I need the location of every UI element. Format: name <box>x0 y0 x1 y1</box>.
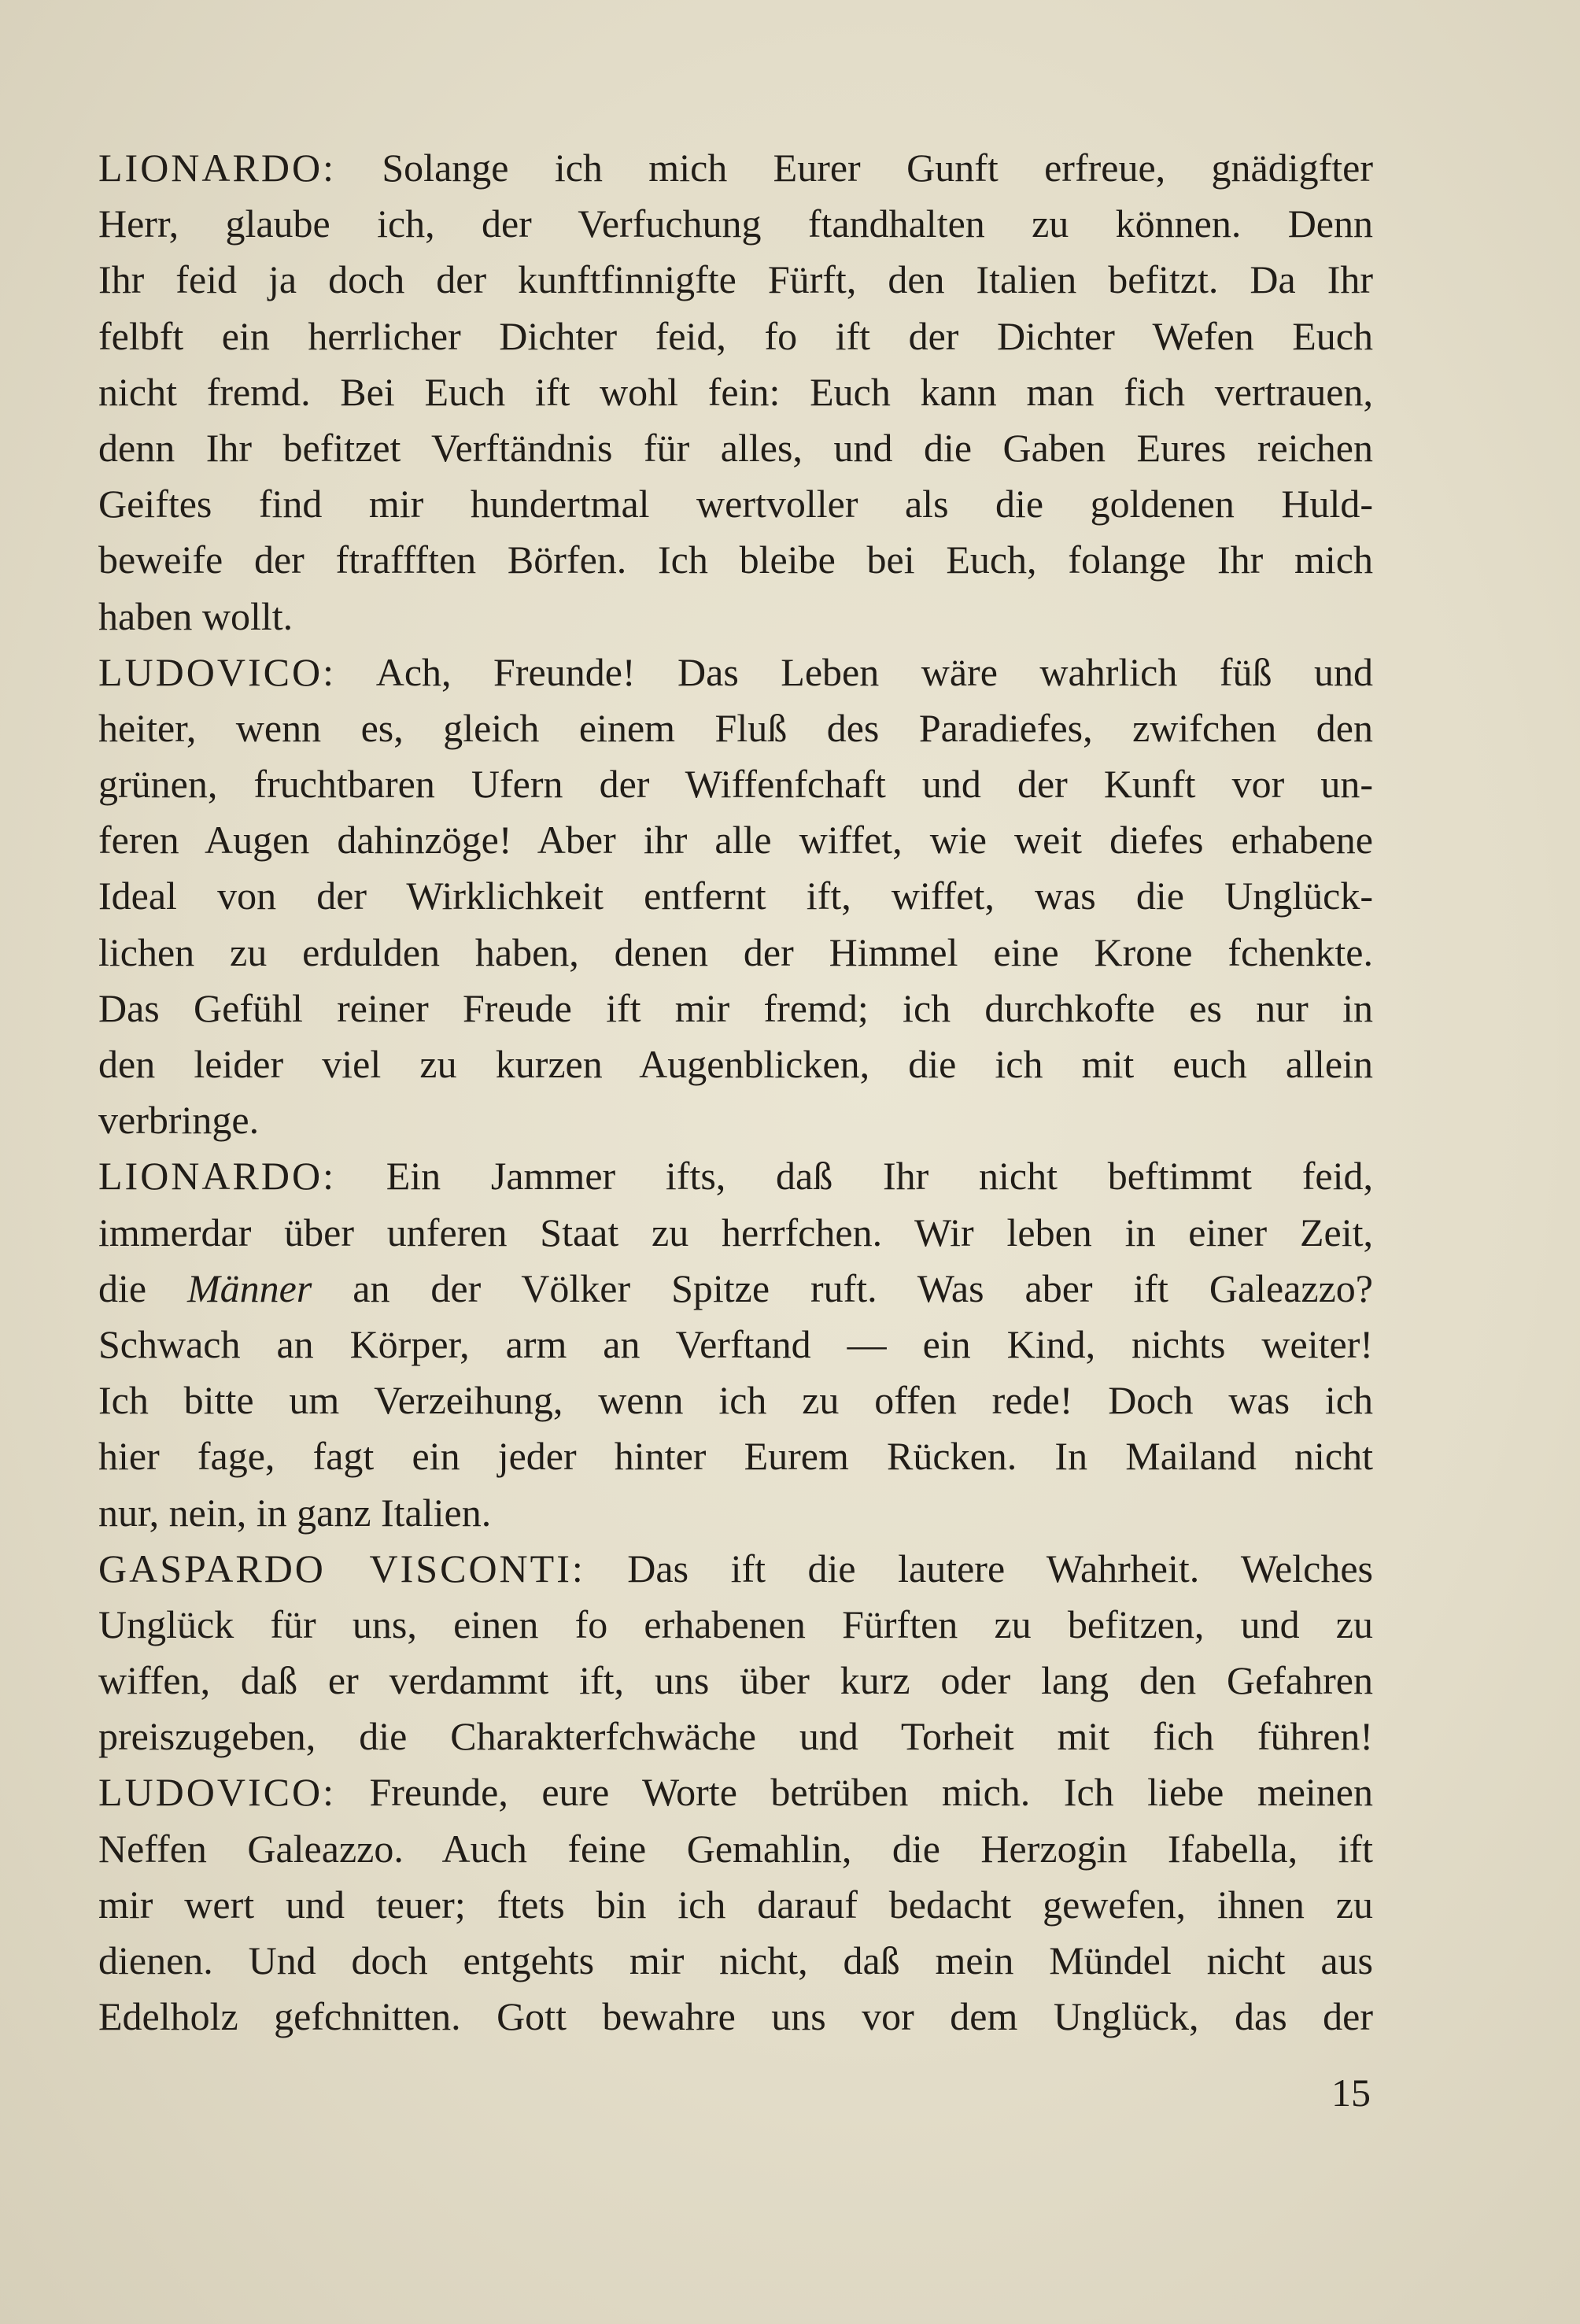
emphasized-word: Männer <box>187 1265 312 1310</box>
text-line <box>98 252 1373 308</box>
text-line <box>98 1541 1373 1597</box>
text-line <box>98 1148 1373 1204</box>
line-text: Ach, Freunde! Das Leben wäre wahrlich füß und <box>335 649 1373 694</box>
text-line <box>98 1428 1373 1484</box>
text-line <box>98 1933 1373 1989</box>
line-text: Herr, glaube ich, der Verfuchung ftandhalten zu können. Denn <box>98 201 1373 246</box>
line-text: die <box>98 1265 188 1310</box>
speaker-name: LUDOVICO: <box>98 1770 336 1815</box>
line-text: Ein Jammer ifts, daß Ihr nicht beftimmt feid, <box>335 1154 1373 1199</box>
line-text: grünen, fruchtbaren Ufern der Wiffenfchaft und der Kunft vor un- <box>98 762 1373 807</box>
text-line <box>98 1597 1373 1653</box>
line-text: Solange ich mich Eurer Gunft erfreue, gnädigfter <box>335 146 1373 190</box>
line-text: denn Ihr befitzet Verftändnis für alles, und die Gaben Eures reichen <box>98 425 1373 470</box>
text-line <box>98 196 1373 252</box>
line-text: Neffen Galeazzo. Auch feine Gemahlin, die Herzogin Ifabella, ift <box>98 1826 1373 1871</box>
text-line <box>98 140 1373 196</box>
text-line <box>98 420 1373 476</box>
text-line <box>98 1709 1373 1764</box>
text-line <box>98 756 1373 812</box>
text-line <box>98 1261 1373 1317</box>
line-text: Ihr feid ja doch der kunftfinnigfte Fürft, den Italien befitzt. Da Ihr <box>98 257 1373 302</box>
line-text: preiszugeben, die Charakterfchwäche und Torheit mit fich führen! <box>98 1714 1373 1759</box>
line-text: feren Augen dahinzöge! Aber ihr alle wiffet, wie weit diefes erhabene <box>98 818 1373 863</box>
text-line <box>98 589 1373 645</box>
text-line <box>98 1317 1373 1373</box>
line-text: Ich bitte um Verzeihung, wenn ich zu offen rede! Doch was ich <box>98 1378 1373 1423</box>
line-text: heiter, wenn es, gleich einem Fluß des Paradiefes, zwifchen den <box>98 705 1373 750</box>
text-line <box>98 309 1373 364</box>
text-line <box>98 1764 1373 1820</box>
text-line <box>98 1205 1373 1261</box>
text-line <box>98 1877 1373 1933</box>
text-line <box>98 476 1373 532</box>
text-line <box>98 1653 1373 1709</box>
speaker-name: LIONARDO: <box>98 146 336 190</box>
line-text: Das Gefühl reiner Freude ift mir fremd; ich durchkofte es nur in <box>98 985 1373 1030</box>
text-line <box>98 1989 1373 2045</box>
text-line <box>98 1485 1373 1541</box>
line-text: an der Völker Spitze ruft. Was aber ift Galeazzo? <box>312 1265 1373 1310</box>
text-line <box>98 981 1373 1036</box>
line-text: beweife der ftraffften Börfen. Ich bleibe bei Euch, folange Ihr mich <box>98 538 1373 582</box>
line-text: Freunde, eure Worte betrüben mich. Ich liebe meinen <box>335 1770 1373 1815</box>
line-text: Edelholz gefchnitten. Gott bewahre uns vor dem Unglück, das der <box>98 1994 1373 2039</box>
text-line <box>98 868 1373 924</box>
line-text: Unglück für uns, einen fo erhabenen Fürften zu befitzen, und zu <box>98 1602 1373 1646</box>
text-line <box>98 1373 1373 1428</box>
text-line <box>98 645 1373 700</box>
speaker-name: GASPARDO VISCONTI: <box>98 1546 585 1591</box>
speaker-name: LUDOVICO: <box>98 649 336 694</box>
line-text: immerdar über unferen Staat zu herrfchen. Wir leben in einer Zeit, <box>98 1210 1373 1254</box>
line-text: den leider viel zu kurzen Augenblicken, die ich mit euch allein <box>98 1042 1373 1086</box>
text-line <box>98 1821 1373 1877</box>
line-text: wiffen, daß er verdammt ift, uns über kurz oder lang den Gefahren <box>98 1658 1373 1703</box>
line-text: mir wert und teuer; ftets bin ich darauf bedacht gewefen, ihnen zu <box>98 1882 1373 1927</box>
line-text: Schwach an Körper, arm an Verftand — ein Kind, nichts weiter! <box>98 1321 1373 1366</box>
text-line <box>98 812 1373 868</box>
text-line <box>98 1036 1373 1092</box>
text-line <box>98 364 1373 420</box>
line-text: hier fage, fagt ein jeder hinter Eurem Rücken. In Mailand nicht <box>98 1434 1373 1479</box>
text-line <box>98 700 1373 756</box>
line-text: lichen zu erdulden haben, denen der Himmel eine Krone fchenkte. <box>98 929 1373 974</box>
text-line <box>98 532 1373 588</box>
line-text: Geiftes find mir hundertmal wertvoller als die goldenen Huld- <box>98 482 1373 527</box>
line-text: nur, nein, in ganz Italien. <box>98 1490 492 1535</box>
text-line <box>98 1092 1373 1148</box>
text-line <box>98 925 1373 981</box>
line-text: verbringe. <box>98 1098 260 1143</box>
line-text: haben wollt. <box>98 593 293 638</box>
line-text: Ideal von der Wirklichkeit entfernt ift, wiffet, was die Unglück- <box>98 874 1373 918</box>
line-text: nicht fremd. Bei Euch ift wohl fein: Euch kann man fich vertrauen, <box>98 369 1373 414</box>
line-text: Das ift die lautere Wahrheit. Welches <box>585 1546 1374 1591</box>
line-text: felbft ein herrlicher Dichter feid, fo ift der Dichter Wefen Euch <box>98 313 1373 358</box>
page-number: 15 <box>1331 2071 1371 2115</box>
line-text: dienen. Und doch entgehts mir nicht, daß mein Mündel nicht aus <box>98 1938 1373 1982</box>
body-text <box>98 140 1373 2045</box>
speaker-name: LIONARDO: <box>98 1154 336 1199</box>
